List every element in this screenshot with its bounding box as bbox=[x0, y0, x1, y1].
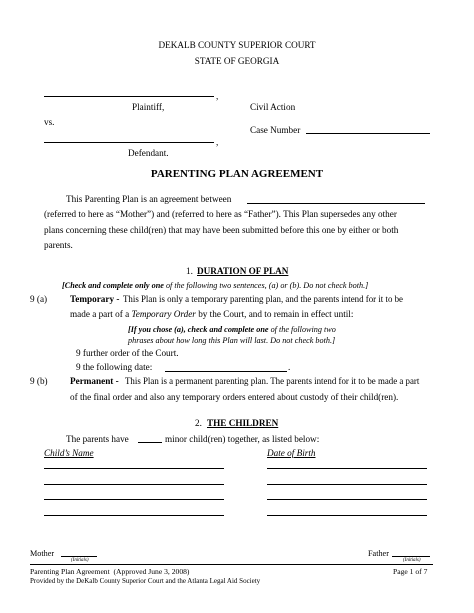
father-initials-line[interactable] bbox=[392, 556, 430, 557]
plaintiff-comma: , bbox=[216, 91, 219, 101]
plaintiff-name-line[interactable] bbox=[44, 96, 214, 97]
mother-initials-caption: (Initials) bbox=[71, 558, 89, 563]
duration-note-1 bbox=[128, 324, 336, 335]
option-further-order[interactable]: 9 further order of the Court. bbox=[76, 348, 179, 358]
child-name-column-header: Child’s Name bbox=[44, 448, 94, 458]
section-1-heading: DURATION OF PLAN bbox=[197, 266, 289, 276]
duration-note-2: phrases about how long this Plan will last. Do not check both.] bbox=[128, 336, 336, 345]
footer-approved: (Approved June 3, 2008) bbox=[113, 567, 190, 576]
child-name-line-4[interactable] bbox=[44, 515, 224, 516]
defendant-name-line[interactable] bbox=[44, 142, 214, 143]
option-a-text-2-post: by the Court, and to remain in effect until: bbox=[198, 309, 354, 319]
plaintiff-label: Plaintiff, bbox=[132, 102, 165, 112]
parties-names-line[interactable] bbox=[247, 203, 425, 204]
option-b-text-2: of the final order and also any temporary orders entered about custody of their child(ren). bbox=[70, 392, 399, 402]
child-dob-line-1[interactable] bbox=[267, 468, 427, 469]
children-count-line[interactable] bbox=[138, 442, 162, 443]
father-label: Father bbox=[368, 549, 389, 558]
section-2-number: 2. bbox=[195, 418, 202, 428]
case-number-line[interactable] bbox=[306, 133, 430, 134]
section-1-instruction bbox=[62, 280, 368, 291]
duration-note-bold: [If you chose (a), check and complete one bbox=[128, 325, 269, 334]
option-a-text-2-pre: made a part of a bbox=[70, 309, 130, 319]
footer-provided-by: Provided by the DeKalb County Superior Court and the Atlanta Legal Aid Society bbox=[30, 577, 261, 585]
option-b-checkbox[interactable]: 9 (b) bbox=[30, 376, 48, 386]
child-name-line-2[interactable] bbox=[44, 484, 224, 485]
duration-note-rest: of the following two bbox=[270, 325, 336, 334]
mother-initials-line[interactable] bbox=[61, 556, 97, 557]
child-dob-line-2[interactable] bbox=[267, 484, 427, 485]
footer-divider bbox=[30, 564, 433, 565]
child-dob-line-4[interactable] bbox=[267, 515, 427, 516]
child-name-line-3[interactable] bbox=[44, 499, 224, 500]
intro-line-2: (referred to here as “Mother”) and (referred to here as “Father”). This Plan supersedes any other bbox=[44, 209, 397, 219]
state-name: STATE OF GEORGIA bbox=[194, 56, 280, 66]
document-title: PARENTING PLAN AGREEMENT bbox=[150, 168, 324, 180]
section-1-number: 1. bbox=[186, 266, 193, 276]
following-date-line[interactable] bbox=[165, 371, 287, 372]
defendant-label: Defendant. bbox=[128, 148, 169, 158]
option-a-checkbox[interactable]: 9 (a) bbox=[30, 294, 48, 304]
defendant-comma: , bbox=[216, 137, 219, 147]
date-of-birth-column-header: Date of Birth bbox=[267, 448, 316, 458]
footer-page-number: Page 1 of 7 bbox=[393, 567, 428, 576]
instruction-bold: [Check and complete only one bbox=[62, 281, 164, 290]
footer-title: Parenting Plan Agreement bbox=[30, 567, 110, 576]
footer-title-row bbox=[30, 567, 189, 576]
instruction-rest: of the following two sentences, (a) or (b). Do not check both.] bbox=[165, 281, 369, 290]
intro-line-4: parents. bbox=[44, 240, 73, 250]
civil-action-label: Civil Action bbox=[250, 102, 296, 112]
court-name: DEKALB COUNTY SUPERIOR COURT bbox=[158, 40, 316, 50]
option-a-label: Temporary - bbox=[70, 294, 120, 304]
following-date-period: . bbox=[288, 362, 291, 372]
vs-label: vs. bbox=[44, 117, 55, 127]
intro-line-1: This Parenting Plan is an agreement between bbox=[66, 194, 232, 204]
child-name-line-1[interactable] bbox=[44, 468, 224, 469]
intro-line-3: plans concerning these child(ren) that may have been submitted before this one by either or both bbox=[44, 225, 399, 235]
mother-label: Mother bbox=[30, 549, 55, 558]
option-b-label: Permanent - bbox=[70, 376, 119, 386]
children-intro-pre: The parents have bbox=[66, 434, 129, 444]
father-initials-caption: (Initials) bbox=[403, 558, 421, 563]
child-dob-line-3[interactable] bbox=[267, 499, 427, 500]
option-a-text-2 bbox=[70, 309, 353, 320]
temporary-order-italic: Temporary Order bbox=[131, 309, 196, 319]
option-a-text: This Plan is only a temporary parenting plan, and the parents intend for it to be bbox=[123, 294, 403, 304]
option-b-text: This Plan is a permanent parenting plan. The parents intend for it to be made a part bbox=[125, 376, 420, 386]
children-intro-post: minor child(ren) together, as listed below: bbox=[165, 434, 320, 444]
case-number-label: Case Number bbox=[250, 125, 301, 135]
section-2-heading: THE CHILDREN bbox=[207, 418, 279, 428]
option-following-date[interactable]: 9 the following date: bbox=[76, 362, 153, 372]
